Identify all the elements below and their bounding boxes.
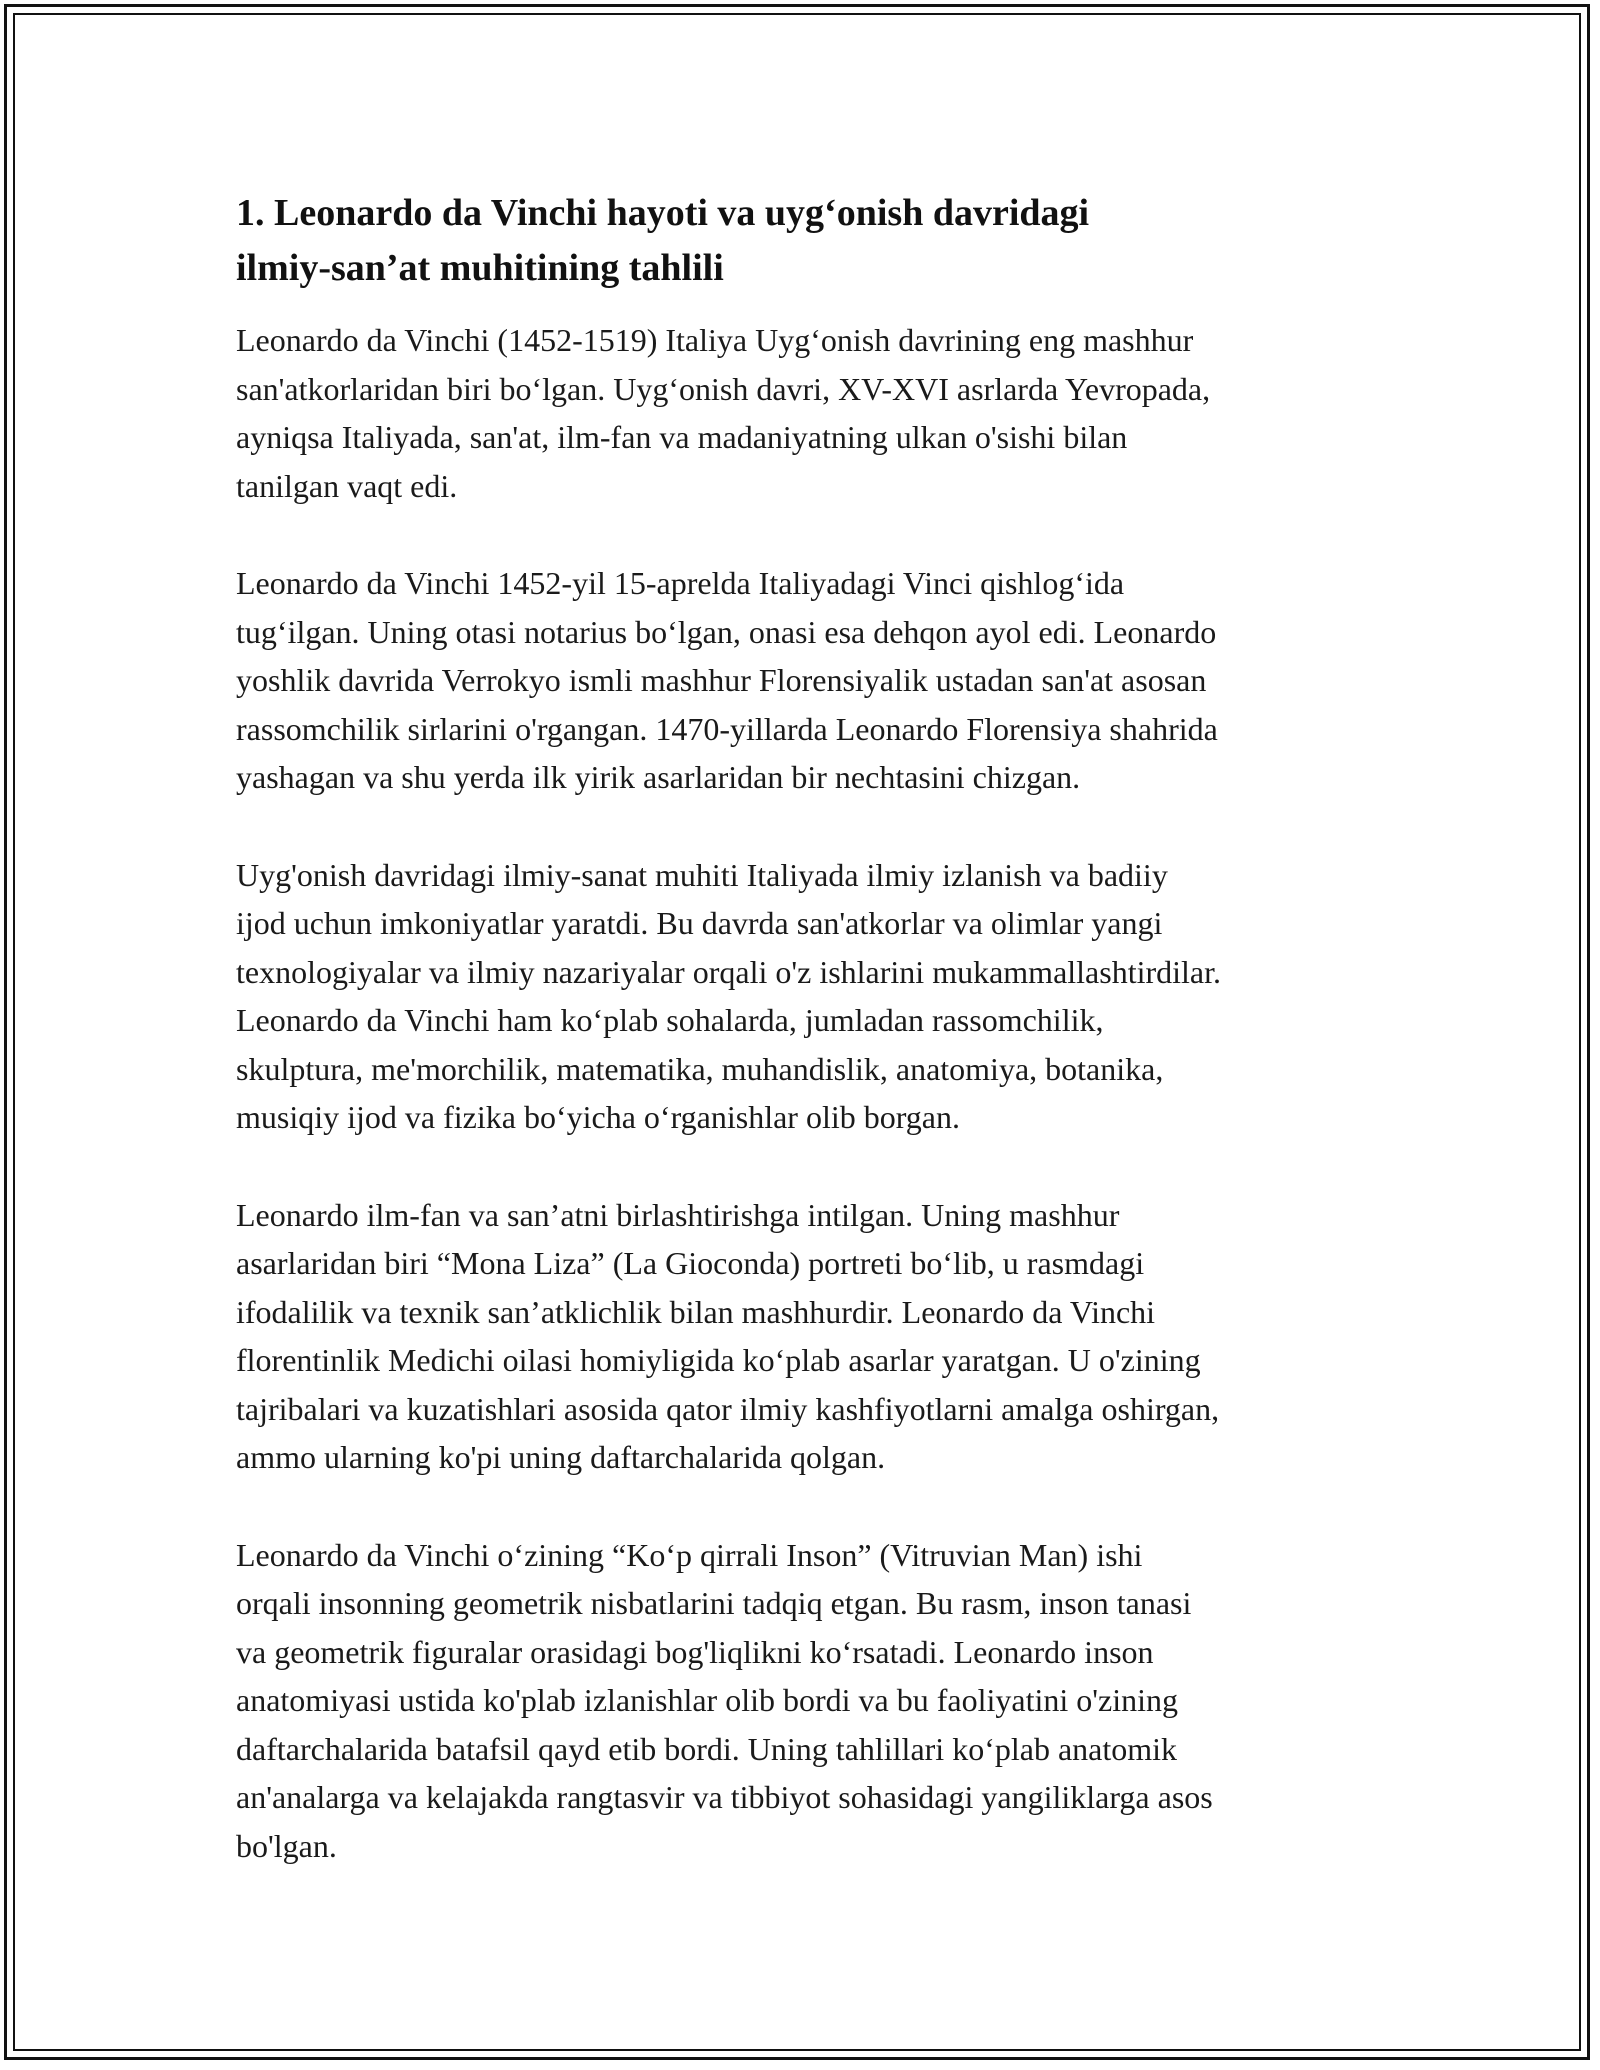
- paragraph-line: yashagan va shu yerda ilk yirik asarlaridan bir nechtasini chizgan.: [236, 759, 1081, 795]
- paragraph-line: anatomiyasi ustida ko'plab izlanishlar olib bordi va bu faoliyatini o'zining: [236, 1682, 1178, 1718]
- section-heading: [236, 186, 1376, 296]
- paragraph-line: asarlaridan biri “Mona Liza” (La Gioconda) portreti bo‘lib, u rasmdagi: [236, 1245, 1145, 1281]
- paragraph-line: texnologiyalar va ilmiy nazariyalar orqali o'z ishlarini mukammallashtirdilar.: [236, 953, 1222, 990]
- paragraph-line: tajribalari va kuzatishlari asosida qator ilmiy kashfiyotlarni amalga oshirgan,: [236, 1390, 1220, 1427]
- paragraph-line: florentinlik Medichi oilasi homiyligida ko‘plab asarlar yaratgan. U o'zining: [236, 1342, 1201, 1378]
- paragraph-line: rassomchilik sirlarini o'rgangan. 1470-yillarda Leonardo Florensiya shahrida: [236, 710, 1218, 747]
- paragraph-line: ifodalilik va texnik san’atklichlik bilan mashhurdir. Leonardo da Vinchi: [236, 1293, 1156, 1330]
- paragraph-line: va geometrik figuralar orasidagi bog'liqlikni ko‘rsatadi. Leonardo inson: [236, 1633, 1154, 1670]
- paragraph-line: tug‘ilgan. Uning otasi notarius bo‘lgan, onasi esa dehqon ayol edi. Leonardo: [236, 613, 1217, 650]
- paragraph-line: ijod uchun imkoniyatlar yaratdi. Bu davrda san'atkorlar va olimlar yangi: [236, 905, 1163, 941]
- paragraph-line: musiqiy ijod va fizika bo‘yicha o‘rganishlar olib borgan.: [236, 1099, 960, 1135]
- document-body: [236, 186, 1376, 1870]
- paragraph-3: [236, 851, 1376, 1142]
- paragraph-line: san'atkorlaridan biri bo‘lgan. Uyg‘onish davri, XV-XVI asrlarda Yevropada,: [236, 370, 1211, 407]
- paragraph-line: tanilgan vaqt edi.: [236, 467, 458, 504]
- paragraph-line: yoshlik davrida Verrokyo ismli mashhur Florensiyalik ustadan san'at asosan: [236, 662, 1207, 698]
- paragraph-line: ammo ularning ko'pi uning daftarchalarida qolgan.: [236, 1439, 886, 1475]
- paragraph-5: [236, 1531, 1376, 1871]
- heading-line-1: 1. Leonardo da Vinchi hayoti va uyg‘onish davridagi: [236, 192, 1090, 234]
- paragraph-line: daftarchalarida batafsil qayd etib bordi. Uning tahlillari ko‘plab anatomik: [236, 1730, 1178, 1767]
- paragraph-line: skulptura, me'morchilik, matematika, muhandislik, anatomiya, botanika,: [236, 1050, 1164, 1087]
- paragraph-line: ayniqsa Italiyada, san'at, ilm-fan va madaniyatning ulkan o'sishi bilan: [236, 419, 1128, 455]
- paragraph-line: orqali insonning geometrik nisbatlarini tadqiq etgan. Bu rasm, inson tanasi: [236, 1585, 1192, 1621]
- paragraph-1: [236, 316, 1376, 510]
- paragraph-line: bo'lgan.: [236, 1827, 337, 1864]
- paragraph-line: Leonardo da Vinchi ham ko‘plab sohalarda, jumladan rassomchilik,: [236, 1002, 1104, 1038]
- paragraph-4: [236, 1191, 1376, 1482]
- paragraph-line: an'analarga va kelajakda rangtasvir va tibbiyot sohasidagi yangiliklarga asos: [236, 1779, 1213, 1815]
- paragraph-line: Leonardo ilm-fan va san’atni birlashtirishga intilgan. Uning mashhur: [236, 1196, 1120, 1233]
- paragraph-line: Leonardo da Vinchi o‘zining “Ko‘p qirrali Inson” (Vitruvian Man) ishi: [236, 1536, 1143, 1573]
- heading-line-2: ilmiy-san’at muhitining tahlili: [236, 247, 724, 289]
- paragraph-line: Leonardo da Vinchi 1452-yil 15-aprelda Italiyadagi Vinci qishlog‘ida: [236, 565, 1125, 601]
- paragraph-line: Leonardo da Vinchi (1452-1519) Italiya Uyg‘onish davrining eng mashhur: [236, 322, 1194, 358]
- paragraph-2: [236, 559, 1376, 802]
- paragraph-line: Uyg'onish davridagi ilmiy-sanat muhiti Italiyada ilmiy izlanish va badiiy: [236, 856, 1168, 893]
